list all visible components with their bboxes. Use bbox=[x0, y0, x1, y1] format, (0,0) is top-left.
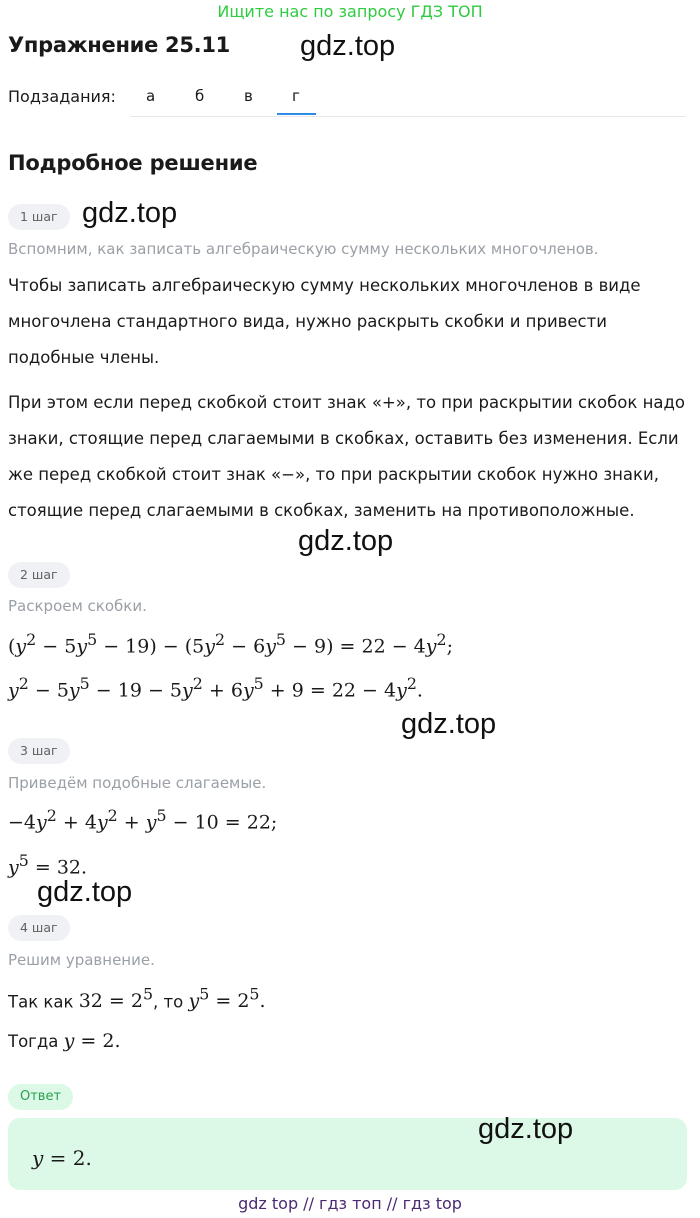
step-2-badge: 2 шаг bbox=[8, 562, 70, 588]
step-1-paragraph-1: Чтобы записать алгебраическую сумму нескольких многочленов в виде многочлена стандартного вида, нужно раскрыть скобки и привести подобные члены. bbox=[8, 276, 641, 367]
tab-v[interactable]: в bbox=[244, 87, 253, 105]
watermark: gdz.top bbox=[478, 1113, 574, 1145]
step-3-hint: Приведём подобные слагаемые. bbox=[8, 774, 267, 792]
step-3-badge: 3 шаг bbox=[8, 738, 70, 764]
watermark: gdz.top bbox=[300, 30, 396, 62]
step-1-badge: 1 шаг bbox=[8, 204, 70, 230]
tab-b[interactable]: б bbox=[195, 87, 205, 105]
step-1-paragraph-2: При этом если перед скобкой стоит знак «+», то при раскрытии скобок надо знаки, стоящие перед слагаемыми в скобках, оставить без изменения. Если же перед скобкой стоит знак «−», то при раскрытии скобок нужно знаки, стоящие перед слагаемыми в скобках, заменить на противоположные. bbox=[8, 393, 685, 520]
step-2-hint: Раскроем скобки. bbox=[8, 597, 147, 615]
step-4-then-text: Тогда bbox=[8, 1032, 59, 1051]
answer-box bbox=[8, 1118, 687, 1190]
step-4-since-math: $32 = 2^5$ bbox=[78, 985, 154, 1013]
step-2-equation-1: $(y^2 - 5y^5 - 19) - (5y^2 - 6y^5 - 9) = 22 - 4y^2$; bbox=[8, 630, 453, 658]
subtasks-tabs bbox=[130, 78, 686, 117]
watermark: gdz.top bbox=[82, 197, 178, 229]
tab-a[interactable]: а bbox=[146, 87, 156, 105]
answer-math: y = 2. bbox=[32, 1146, 92, 1170]
footer-links[interactable]: gdz top // гдз топ // гдз top bbox=[238, 1194, 462, 1213]
step-4-line-2 bbox=[8, 1030, 121, 1052]
step-2-equation-2: $y^2 - 5y^5 - 19 - 5y^2 + 6y^5 + 9 = 22 - 4y^2$. bbox=[8, 674, 423, 702]
watermark: gdz.top bbox=[298, 525, 394, 557]
step-3-equation-2: $y^5 = 32$. bbox=[8, 851, 88, 879]
step-4-badge: 4 шаг bbox=[8, 915, 70, 941]
step-1-hint: Вспомним, как записать алгебраическую сумму нескольких многочленов. bbox=[8, 240, 599, 258]
watermark: gdz.top bbox=[37, 876, 133, 908]
step-4-to-text: , то bbox=[153, 992, 184, 1012]
step-4-hint: Решим уравнение. bbox=[8, 951, 155, 969]
tab-g-active[interactable]: г bbox=[292, 87, 300, 105]
solution-title: Подробное решение bbox=[8, 151, 258, 175]
exercise-title: Упражнение 25.11 bbox=[8, 33, 230, 57]
step-4-since-text: Так как bbox=[8, 992, 74, 1012]
step-3-equation-1: $-4y^2 + 4y^2 + y^5 - 10 = 22$; bbox=[8, 806, 278, 834]
active-tab-indicator bbox=[277, 113, 316, 115]
step-4-then-math: y = 2. bbox=[63, 1030, 121, 1052]
step-4-line-1 bbox=[8, 985, 266, 1012]
step-4-to-math: $y^5 = 2^5$. bbox=[188, 985, 266, 1013]
subtasks-label: Подзадания: bbox=[8, 87, 116, 106]
watermark: gdz.top bbox=[401, 708, 497, 740]
answer-badge: Ответ bbox=[8, 1084, 73, 1110]
search-banner[interactable]: Ищите нас по запросу ГДЗ ТОП bbox=[217, 2, 483, 21]
